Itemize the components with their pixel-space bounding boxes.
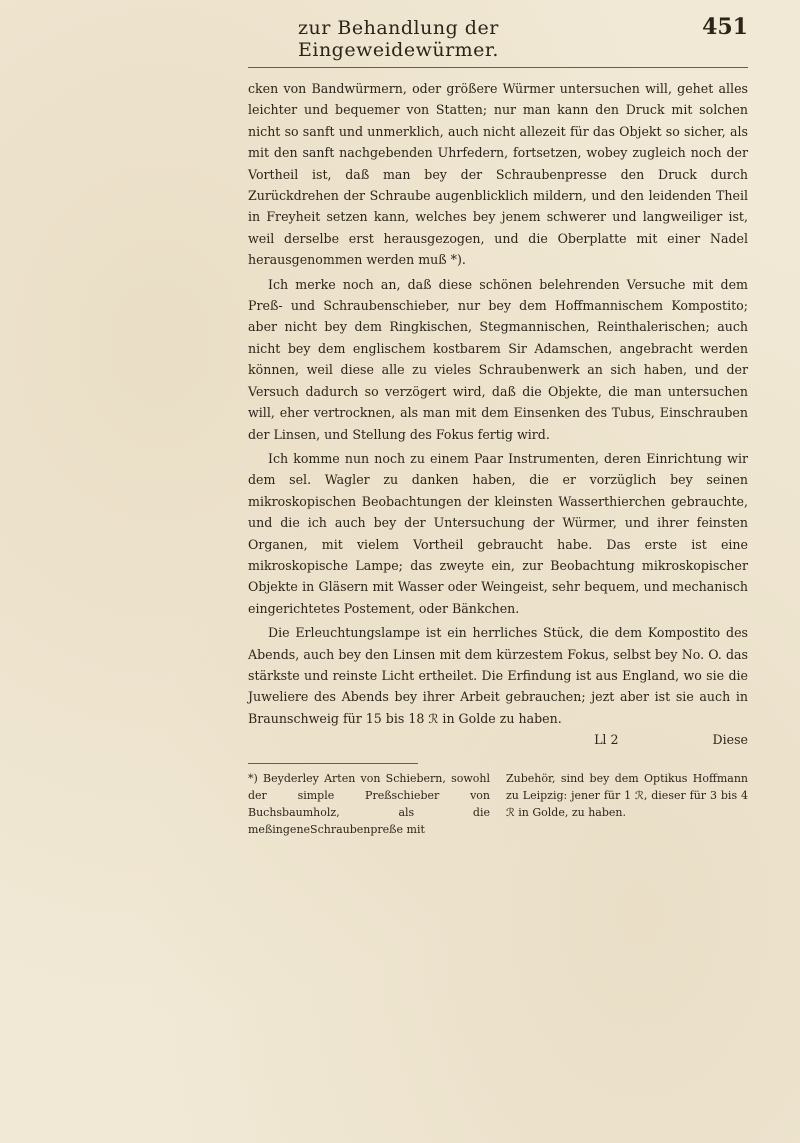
signature-line bbox=[248, 732, 748, 747]
signature-mark: Ll 2 bbox=[594, 732, 619, 748]
running-head bbox=[248, 14, 748, 68]
paragraph-1: cken von Bandwürmern, oder größere Würmer untersuchen will, gehet alles leichter und bequemer von Statten; nur man kann den Druck mit solchen nicht so sanft und unmerklich, auch nicht allezeit für das Objekt so sicher, als mit den sanft nachgebenden Uhrfedern, fortsetzen, wobey zugleich noch der Vortheil ist, daß man bey der Schraubenpresse den Druck durch Zurückdrehen der Schraube augenblicklich mildern, und den leidenden Theil in Freyheit setzen kann, welches bey jenem schwerer und langweiliger ist, weil derselbe erst herausgezogen, und die Oberplatte mit einer Nadel herausgenommen werden muß *). bbox=[248, 81, 748, 268]
page-number: 451 bbox=[702, 14, 748, 40]
footnotes bbox=[248, 770, 748, 838]
paragraph-4: Die Erleuchtungslampe ist ein herrliches Stück, die dem Kompostito des Abends, auch bey den Linsen mit dem kürzestem Fokus, selbst bey No. O. das stärkste und reinste Licht ertheilet. Die Erfindung ist aus England, wo sie die Juweliere des Abends bey ihrer Arbeit gebrauchen; jezt aber ist sie auch in Braunschweig für 15 bis 18 ℛ in Golde zu haben. bbox=[248, 625, 748, 726]
catchword: Diese bbox=[712, 732, 748, 748]
footnote-right: Zubehör, sind bey dem Optikus Hoffmann zu Leipzig: jener für 1 ℛ, dieser für 3 bis 4 ℛ in Golde, zu haben. bbox=[506, 772, 748, 820]
text-block bbox=[248, 14, 748, 838]
paragraph-3: Ich komme nun noch zu einem Paar Instrumenten, deren Einrichtung wir dem sel. Wagler zu danken haben, die er vorzüglich bey seinen mikroskopischen Beobachtungen der kleinsten Wasserthierchen gebrauchte, und die ich auch bey der Untersuchung der Würmer, und ihrer feinsten Organen, mit vielem Vortheil gebraucht habe. Das erste ist eine mikroskopische Lampe; das zweyte ein, zur Beobachtung mikroskopischer Objekte in Gläsern mit Wasser oder Weingeist, sehr bequem, und mechanisch eingerichtetes Postement, oder Bänkchen. bbox=[248, 450, 748, 616]
footnote-left: *) Beyderley Arten von Schiebern, sowohl der simple Preßschieber von Buchsbaumholz, als die meßingeneSchraubenpreße mit bbox=[248, 772, 490, 837]
paragraph-2: Ich merke noch an, daß diese schönen belehrenden Versuche mit dem Preß- und Schraubenschieber, nur bey dem Hoffmannischem Kompostito; aber nicht bey dem Ringkischen, Stegmannischen, Reinthalerischen; auch nicht bey dem englischem kostbarem Sir Adamschen, angebracht werden können, weil diese alle zu vieles Schraubenwerk an sich haben, und der Versuch dadurch so verzögert wird, daß die Objekte, die man untersuchen will, eher vertrocknen, als man mit dem Einsenken des Tubus, Einschrauben der Linsen, und Stellung des Fokus fertig wird. bbox=[248, 276, 748, 442]
running-title: zur Behandlung der Eingeweidewürmer. bbox=[298, 17, 499, 61]
footnote-rule bbox=[248, 763, 418, 764]
